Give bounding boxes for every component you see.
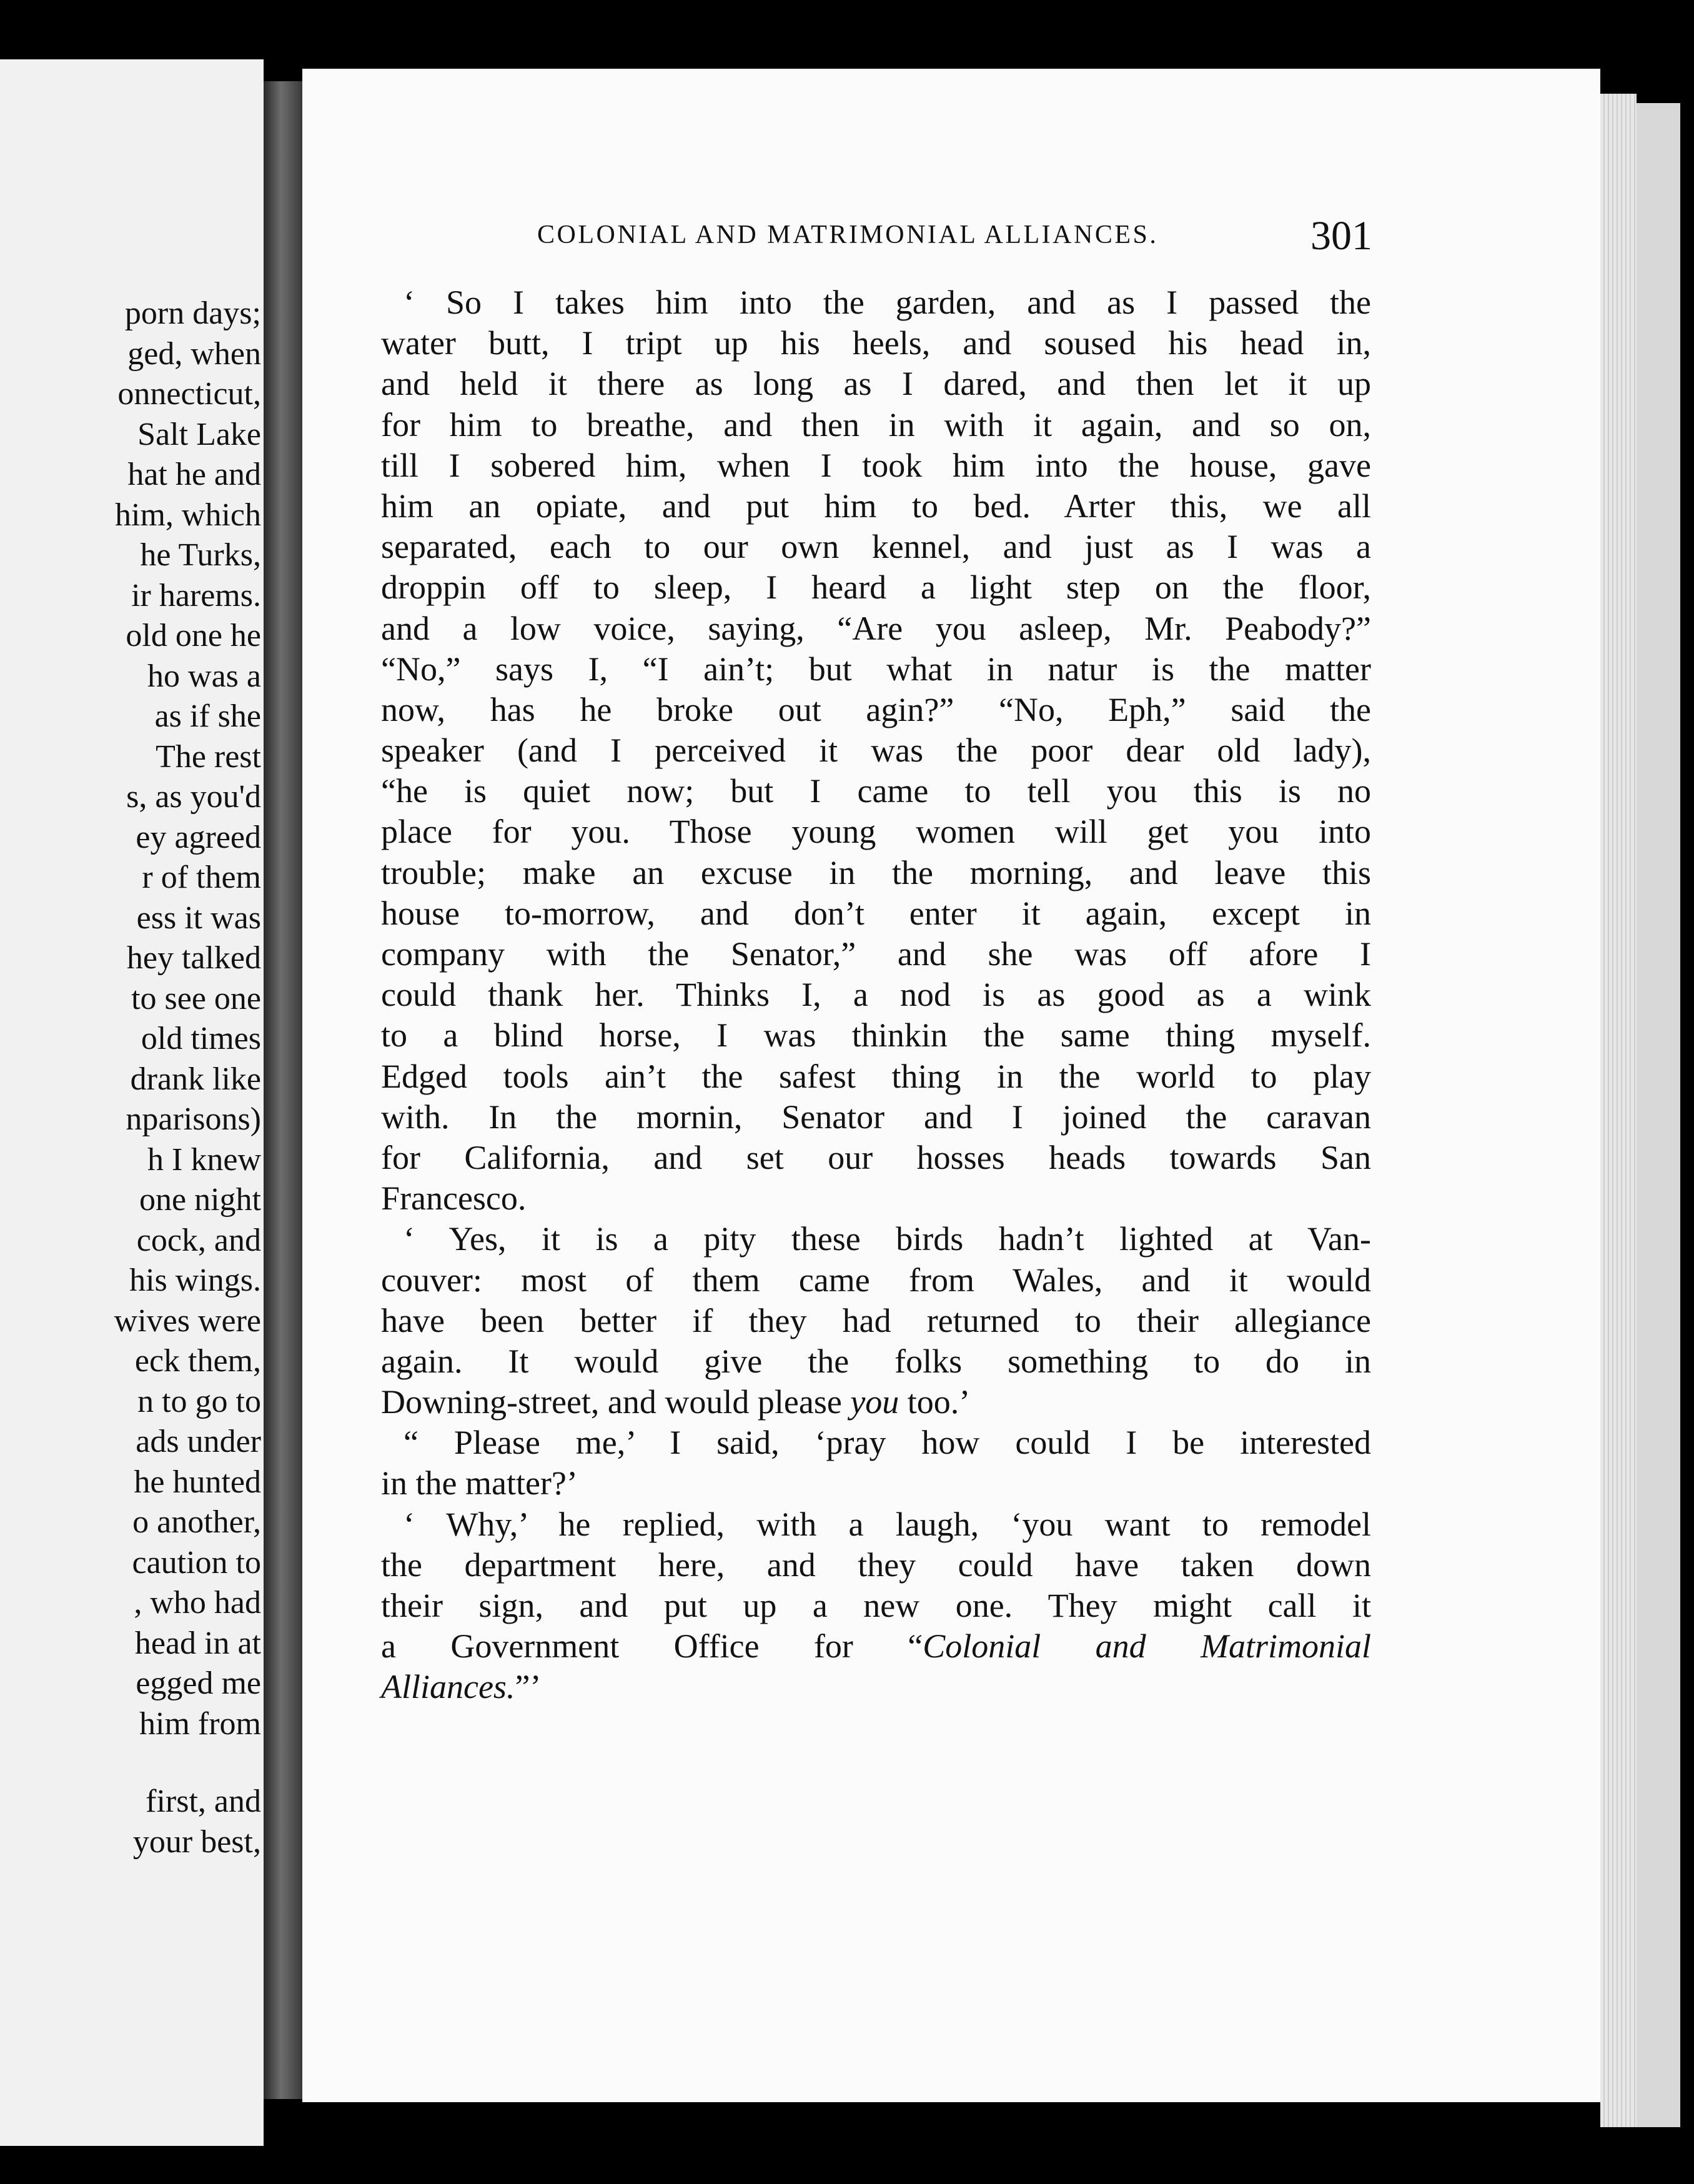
body-line: and a low voice, saying, “Are you asleep, Mr. Peabody?”	[381, 609, 1371, 647]
line-text: too.’	[899, 1383, 971, 1421]
body-line: to a blind horse, I was thinkin the same thing myself.	[381, 1016, 1371, 1055]
left-page-line: h I knew	[147, 1141, 261, 1178]
body-line: Edged tools ain’t the safest thing in the world to play	[381, 1057, 1371, 1095]
body-line: Francesco.	[381, 1179, 527, 1218]
book-spine-shadow	[264, 81, 302, 2099]
left-page-line: nparisons)	[126, 1101, 261, 1137]
left-page-line: porn days;	[124, 295, 261, 331]
body-line: with. In the mornin, Senator and I joined the caravan	[381, 1098, 1371, 1136]
left-page-line: eck them,	[134, 1343, 261, 1379]
body-line: ‘ So I takes him into the garden, and as I passed the	[404, 284, 1371, 321]
body-line: speaker (and I perceived it was the poor dear old lady),	[381, 732, 1371, 770]
left-page-line: hat he and	[127, 457, 261, 492]
running-head: COLONIAL AND MATRIMONIAL ALLIANCES.	[537, 221, 1159, 249]
body-line: in the matter?’	[381, 1464, 578, 1502]
left-page-line: , who had	[134, 1585, 261, 1621]
left-page-line: ey agreed	[136, 819, 261, 855]
body-line: for him to breathe, and then in with it again, and so on,	[381, 405, 1371, 444]
body-line: trouble; make an excuse in the morning, and leave this	[381, 853, 1371, 891]
left-facing-page	[0, 59, 264, 2146]
left-page-line: him from	[139, 1705, 261, 1742]
body-line: him an opiate, and put him to bed. Arter this, we all	[381, 487, 1371, 525]
emphasis-text: Alliances.	[381, 1668, 515, 1706]
body-line: house to-morrow, and don’t enter it again, except in	[381, 894, 1371, 932]
left-page-line: to see one	[131, 980, 261, 1016]
left-page-line: drank like	[130, 1061, 261, 1097]
left-page-line: onnecticut,	[117, 376, 261, 412]
left-page-line: Salt Lake	[137, 416, 261, 452]
left-page-line: n to go to	[137, 1383, 261, 1419]
paragraph-gap	[114, 1744, 261, 1782]
body-line: “ Please me,’ I said, ‘pray how could I be interested	[404, 1424, 1371, 1462]
left-page-line: o another,	[132, 1504, 261, 1540]
body-line: ‘ Yes, it is a pity these birds hadn’t lighted at Van-	[404, 1220, 1371, 1258]
line-text: ”’	[515, 1668, 542, 1706]
body-line: again. It would give the folks something to do in	[381, 1342, 1371, 1380]
left-page-line: caution to	[132, 1544, 261, 1581]
body-line: till I sobered him, when I took him into the house, gave	[381, 446, 1371, 484]
body-line	[381, 1626, 1371, 1667]
body-line: ‘ Why,’ he replied, with a laugh, ‘you want to remodel	[404, 1505, 1371, 1543]
left-page-line: he hunted	[134, 1464, 261, 1500]
left-page-line: he Turks,	[140, 537, 261, 573]
left-page-line: ir harems.	[131, 577, 261, 613]
left-page-line: first, and	[146, 1784, 261, 1819]
body-line: for California, and set our hosses heads towards San	[381, 1138, 1371, 1176]
left-page-line: r of them	[142, 860, 261, 895]
body-line: have been better if they had returned to their allegiance	[381, 1301, 1371, 1339]
page-number: 301	[1310, 213, 1372, 259]
body-line: place for you. Those young women will get you into	[381, 813, 1371, 851]
line-text: Downing-street, and would please	[381, 1383, 842, 1421]
body-line	[381, 1667, 1371, 1707]
left-page-line: him, which	[115, 497, 261, 533]
left-page-line: head in at	[134, 1625, 261, 1661]
left-page-line: his wings.	[129, 1263, 261, 1298]
left-page-line: old times	[141, 1021, 261, 1056]
left-page-line: wives were	[114, 1303, 261, 1339]
left-page-line: s, as you'd	[126, 779, 261, 815]
emphasis-text: Colonial and Matrimonial	[923, 1627, 1371, 1665]
left-page-line: cock, and	[136, 1222, 261, 1258]
left-page-line: ads under	[136, 1424, 261, 1459]
body-line: “he is quiet now; but I came to tell you this is no	[381, 772, 1371, 810]
left-page-line: your best,	[132, 1824, 261, 1860]
body-text	[381, 282, 1371, 1708]
body-line: the department here, and they could have taken down	[381, 1546, 1371, 1584]
left-page-line: one night	[139, 1182, 261, 1218]
body-line: water butt, I tript up his heels, and soused his head in,	[381, 324, 1371, 362]
body-line: now, has he broke out agin?” “No, Eph,” said the	[381, 690, 1371, 728]
left-page-line: ged, when	[127, 335, 261, 372]
page-block-edge	[1600, 94, 1637, 2127]
left-page-line: as if she	[154, 698, 261, 734]
left-page-text	[114, 294, 261, 1862]
emphasis-text: you	[850, 1383, 899, 1421]
body-line: could thank her. Thinks I, a nod is as good as a wink	[381, 976, 1371, 1014]
left-page-line: The rest	[156, 738, 261, 775]
back-cover-board	[1637, 103, 1680, 2127]
left-page-line: hey talked	[126, 940, 261, 976]
body-line: their sign, and put up a new one. They might call it	[381, 1587, 1371, 1624]
body-line	[381, 1382, 1371, 1422]
body-line: “No,” says I, “I ain’t; but what in natur is the matter	[381, 650, 1371, 688]
left-page-line: old one he	[126, 618, 261, 653]
left-page-line: egged me	[136, 1665, 261, 1701]
body-line: droppin off to sleep, I heard a light step on the floor,	[381, 568, 1371, 607]
body-line: and held it there as long as I dared, and then let it up	[381, 365, 1371, 403]
body-line: couver: most of them came from Wales, and it would	[381, 1261, 1371, 1299]
body-line: separated, each to our own kennel, and just as I was a	[381, 528, 1371, 566]
body-line: company with the Senator,” and she was off afore I	[381, 935, 1371, 973]
left-page-line: ho was a	[147, 658, 261, 694]
line-text: a Government Office for “	[381, 1627, 923, 1665]
left-page-line: ess it was	[136, 900, 261, 936]
